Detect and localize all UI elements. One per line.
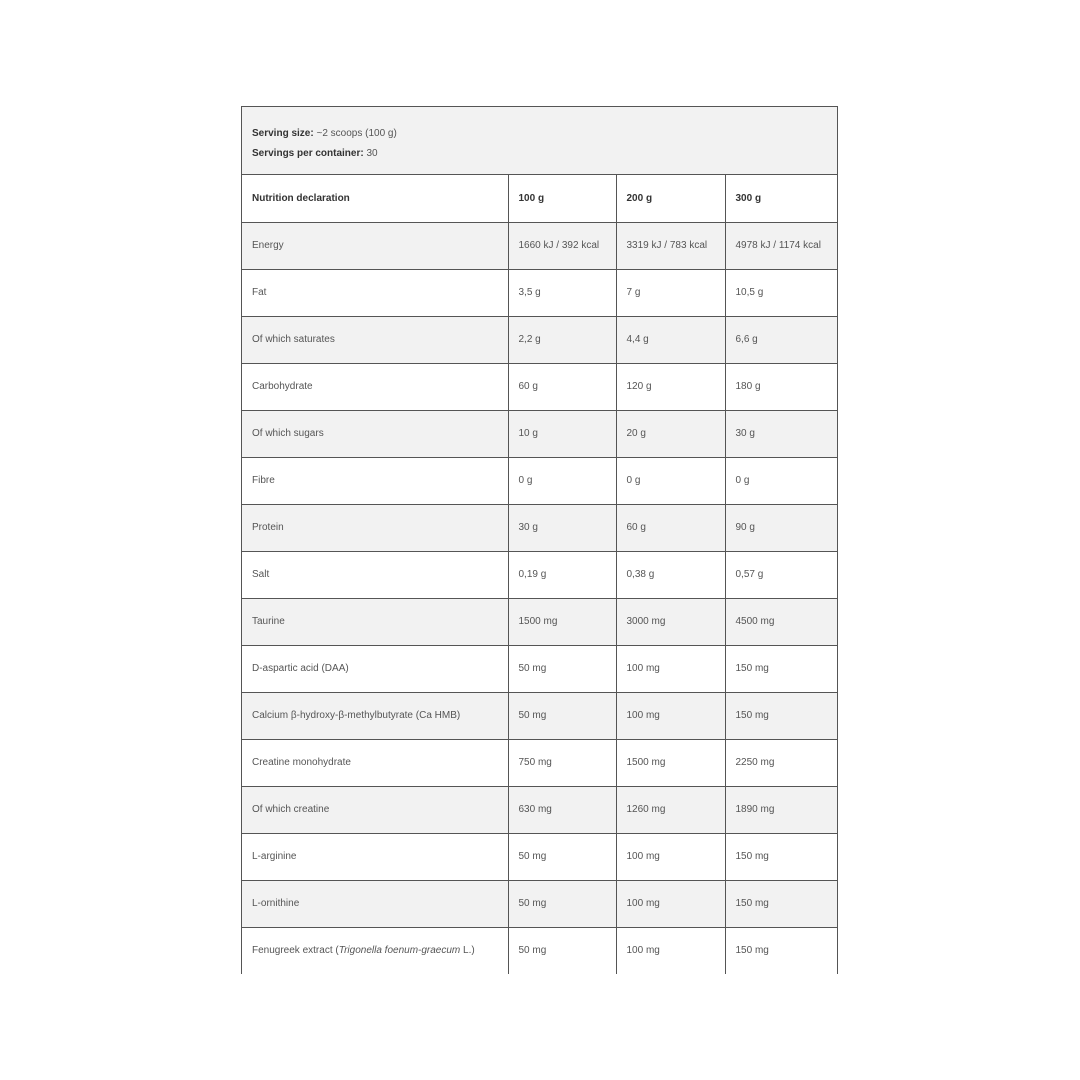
table-row [242, 410, 837, 457]
nutrient-value-cell: 50 mg [508, 880, 616, 927]
nutrient-value-cell: 100 mg [616, 927, 725, 974]
nutrient-value-cell: 100 mg [616, 645, 725, 692]
nutrient-value-cell: 0 g [508, 457, 616, 504]
nutrient-value-cell: 50 mg [508, 833, 616, 880]
table-row [242, 598, 837, 645]
nutrient-value-cell: 1890 mg [725, 786, 837, 833]
header-100g: 100 g [508, 175, 616, 222]
nutrient-name-cell: Salt [242, 551, 508, 598]
nutrient-value-cell: 4978 kJ / 1174 kcal [725, 222, 837, 269]
nutrition-panel [241, 106, 838, 974]
nutrient-name-cell: Fat [242, 269, 508, 316]
table-row [242, 692, 837, 739]
nutrient-name-cell: L-ornithine [242, 880, 508, 927]
table-row [242, 551, 837, 598]
nutrient-value-cell: 150 mg [725, 645, 837, 692]
nutrient-value-cell: 180 g [725, 363, 837, 410]
table-row [242, 645, 837, 692]
nutrient-value-cell: 7 g [616, 269, 725, 316]
nutrient-name-cell: Of which saturates [242, 316, 508, 363]
table-row [242, 927, 837, 974]
table-row [242, 316, 837, 363]
nutrient-value-cell: 50 mg [508, 692, 616, 739]
serving-info [242, 107, 837, 175]
nutrient-value-cell: 50 mg [508, 645, 616, 692]
nutrient-name-cell: Energy [242, 222, 508, 269]
nutrient-value-cell: 30 g [725, 410, 837, 457]
table-row [242, 363, 837, 410]
nutrient-value-cell: 60 g [508, 363, 616, 410]
nutrient-value-cell: 10,5 g [725, 269, 837, 316]
servings-per-container-label: Servings per container: [252, 148, 364, 159]
nutrient-value-cell: 0,57 g [725, 551, 837, 598]
header-200g: 200 g [616, 175, 725, 222]
table-row [242, 222, 837, 269]
serving-size-value: ~2 scoops (100 g) [313, 128, 397, 139]
nutrient-name-cell: Fibre [242, 457, 508, 504]
table-header-row [242, 175, 837, 222]
nutrient-value-cell: 30 g [508, 504, 616, 551]
nutrient-value-cell: 150 mg [725, 927, 837, 974]
nutrient-name-cell: Creatine monohydrate [242, 739, 508, 786]
nutrient-value-cell: 20 g [616, 410, 725, 457]
table-row [242, 880, 837, 927]
nutrient-name-suffix: L.) [460, 945, 475, 957]
header-nutrition-declaration: Nutrition declaration [242, 175, 508, 222]
nutrient-value-cell: 630 mg [508, 786, 616, 833]
nutrient-value-cell: 4500 mg [725, 598, 837, 645]
serving-size-label: Serving size: [252, 128, 314, 139]
nutrient-value-cell: 0,38 g [616, 551, 725, 598]
header-300g: 300 g [725, 175, 837, 222]
table-row [242, 833, 837, 880]
nutrient-value-cell: 1500 mg [508, 598, 616, 645]
nutrient-name-cell: Of which sugars [242, 410, 508, 457]
nutrient-value-cell: 3000 mg [616, 598, 725, 645]
nutrient-value-cell: 150 mg [725, 833, 837, 880]
nutrient-value-cell: 2,2 g [508, 316, 616, 363]
nutrient-name-cell [242, 927, 508, 974]
nutrient-value-cell: 120 g [616, 363, 725, 410]
nutrient-value-cell: 750 mg [508, 739, 616, 786]
table-row [242, 504, 837, 551]
nutrient-value-cell: 6,6 g [725, 316, 837, 363]
nutrient-value-cell: 100 mg [616, 880, 725, 927]
nutrition-table [242, 175, 837, 974]
nutrient-value-cell: 150 mg [725, 692, 837, 739]
servings-per-container-value: 30 [363, 148, 378, 159]
nutrient-name-cell: D-aspartic acid (DAA) [242, 645, 508, 692]
nutrient-value-cell: 3,5 g [508, 269, 616, 316]
nutrient-name-cell: Of which creatine [242, 786, 508, 833]
nutrient-value-cell: 1260 mg [616, 786, 725, 833]
table-row [242, 457, 837, 504]
nutrient-name-cell: Carbohydrate [242, 363, 508, 410]
servings-per-container [252, 144, 827, 164]
nutrient-value-cell: 0,19 g [508, 551, 616, 598]
nutrient-latin-name: Trigonella foenum-graecum [338, 945, 461, 957]
nutrient-value-cell: 90 g [725, 504, 837, 551]
nutrient-value-cell: 1500 mg [616, 739, 725, 786]
nutrient-name-cell: Protein [242, 504, 508, 551]
nutrient-value-cell: 0 g [725, 457, 837, 504]
nutrient-value-cell: 1660 kJ / 392 kcal [508, 222, 616, 269]
nutrient-name-cell: L-arginine [242, 833, 508, 880]
nutrient-name-cell: Taurine [242, 598, 508, 645]
nutrient-value-cell: 60 g [616, 504, 725, 551]
table-row [242, 739, 837, 786]
nutrient-value-cell: 50 mg [508, 927, 616, 974]
table-row [242, 269, 837, 316]
nutrient-value-cell: 3319 kJ / 783 kcal [616, 222, 725, 269]
nutrient-value-cell: 0 g [616, 457, 725, 504]
serving-size [252, 124, 827, 144]
nutrient-value-cell: 100 mg [616, 692, 725, 739]
nutrient-value-cell: 150 mg [725, 880, 837, 927]
nutrient-value-cell: 10 g [508, 410, 616, 457]
nutrient-name-prefix: Fenugreek extract ( [252, 945, 339, 957]
nutrient-name-cell: Calcium β-hydroxy-β-methylbutyrate (Ca HMB) [242, 692, 508, 739]
nutrient-value-cell: 2250 mg [725, 739, 837, 786]
nutrient-value-cell: 4,4 g [616, 316, 725, 363]
nutrient-value-cell: 100 mg [616, 833, 725, 880]
table-row [242, 786, 837, 833]
